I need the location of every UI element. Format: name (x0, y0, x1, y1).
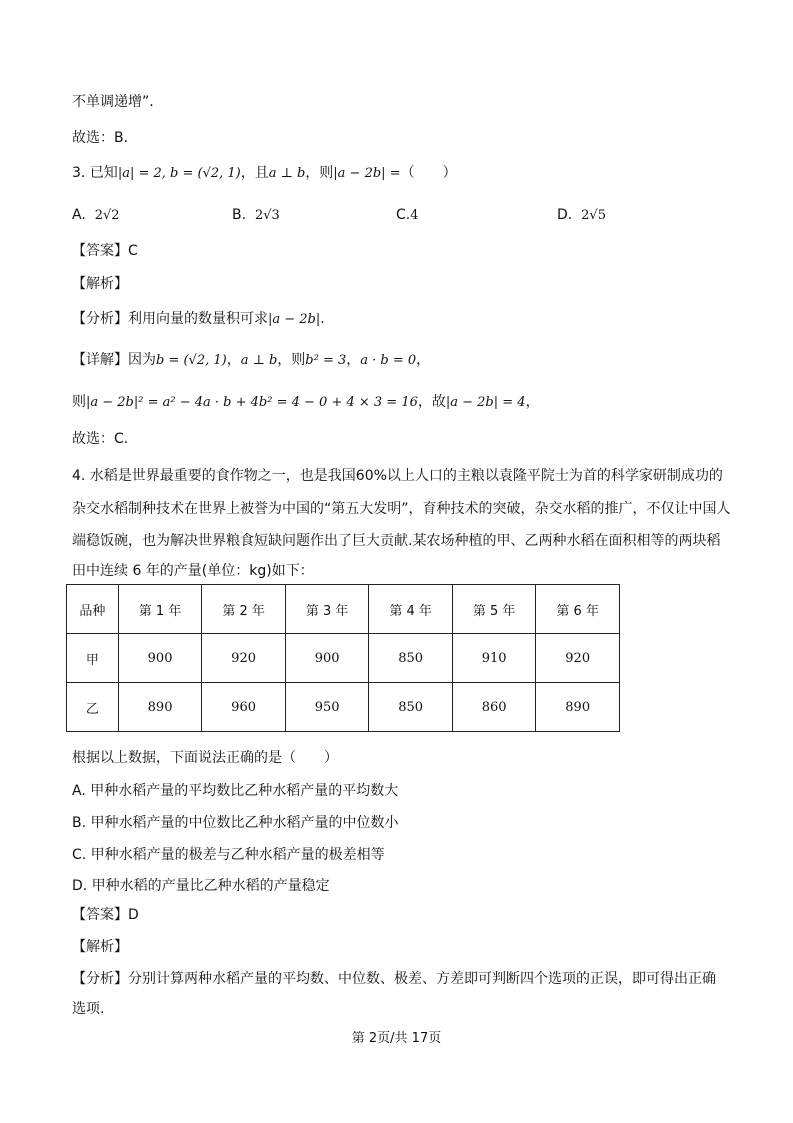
table-header-cell: 第 5 年 (452, 585, 536, 634)
table-cell-variety: 乙 (67, 683, 119, 732)
q3-condition-1: |a| = 2, b = (√2, 1) (117, 166, 241, 181)
table-header-cell: 第 3 年 (285, 585, 369, 634)
table-header-cell: 第 4 年 (369, 585, 453, 634)
q3-mid-2: ，则 (305, 165, 334, 181)
fenxi-expression: |a − 2b| (268, 312, 321, 327)
table-cell: 850 (369, 683, 453, 732)
q4-stem: 根据以上数据，下面说法正确的是（ ） (72, 750, 338, 766)
table-header-cell: 品种 (67, 585, 119, 634)
table-cell: 920 (202, 634, 286, 683)
option-label: C. (396, 207, 411, 223)
q4-paragraph-line: 田中连续 6 年的产量(单位：kg)如下： (72, 563, 314, 579)
derivation-result: |a − 2b| = 4 (445, 395, 526, 410)
derivation-prefix: 则 (72, 394, 86, 410)
option-value: 4 (410, 208, 419, 223)
table-cell: 960 (202, 683, 286, 732)
q4-analysis-heading: 【解析】 (72, 939, 128, 955)
derivation-end: ， (525, 394, 540, 410)
xiangjie-expr-4: a · b = 0 (360, 353, 417, 368)
q4-fenxi-line: 选项. (72, 1001, 105, 1017)
derivation-expression: |a − 2b|² = a² − 4a · b + 4b² = 4 − 0 + 4 × 3 = 16 (86, 395, 418, 410)
table-row (67, 634, 620, 683)
xiangjie-text: 【详解】因为 (72, 352, 156, 368)
table-header-cell: 第 2 年 (202, 585, 286, 634)
table-cell: 900 (285, 634, 369, 683)
option-value: 2√5 (581, 208, 606, 223)
q3-mid-1: ，且 (240, 165, 269, 181)
table-row (67, 683, 620, 732)
xiangjie-expr-1: b = (√2, 1) (156, 353, 227, 368)
q4-option-c: C. 甲种水稻产量的极差与乙种水稻产量的极差相等 (72, 847, 385, 863)
option-label: B. (232, 207, 247, 223)
q3-analysis-heading: 【解析】 (72, 276, 128, 292)
q4-option-d: D. 甲种水稻的产量比乙种水稻的产量稳定 (72, 878, 330, 894)
table-cell-variety: 甲 (67, 634, 119, 683)
q4-paragraph-line: 端稳饭碗，也为解决世界粮食短缺问题作出了巨大贡献.某农场种植的甲、乙两种水稻在面积相等的两块稻 (72, 533, 721, 549)
text-line: 不单调递增”． (72, 94, 164, 110)
option-label: A. (72, 207, 86, 223)
option-value: 2√3 (254, 208, 280, 223)
q4-fenxi-line: 【分析】分别计算两种水稻产量的平均数、中位数、极差、方差即可判断四个选项的正误，即可得出正确 (72, 971, 716, 987)
q3-stem (72, 163, 457, 184)
q4-option-a: A. 甲种水稻产量的平均数比乙种水稻产量的平均数大 (72, 783, 399, 799)
xiangjie-expr-3: b² = 3 (305, 353, 347, 368)
table-cell: 950 (285, 683, 369, 732)
q4-paragraph-line: 4. 水稻是世界最重要的食作物之一，也是我国60%以上人口的主粮以袁隆平院士为首的科学家研制成功的 (72, 468, 723, 484)
option-value: 2√2 (94, 208, 120, 223)
sep: ， (346, 352, 361, 368)
q3-paren: （ ） (400, 165, 457, 181)
option-label: D. (557, 207, 573, 223)
q3-expression: |a − 2b| = (333, 166, 401, 181)
xiangjie-expr-2: a ⊥ b (240, 353, 278, 368)
table-header-row (67, 585, 620, 634)
q4-answer: 【答案】D (72, 907, 139, 923)
q3-option-b (232, 205, 280, 226)
q3-fenxi (72, 309, 325, 330)
sep: ， (416, 352, 431, 368)
q4-paragraph-line: 杂交水稻制种技术在世界上被誉为中国的“第五大发明”，育种技术的突破，杂交水稻的推广，不仅让中国人 (72, 501, 731, 517)
q3-number: 3. (72, 165, 86, 181)
table-cell: 910 (452, 634, 536, 683)
table-cell: 900 (118, 634, 202, 683)
q2-choice: 故选：B． (72, 130, 138, 146)
q3-option-a (72, 205, 120, 226)
table-header-cell: 第 1 年 (118, 585, 202, 634)
table-cell: 890 (118, 683, 202, 732)
q3-condition-2: a ⊥ b (268, 166, 306, 181)
yield-table (66, 584, 620, 732)
page-footer: 第 2页/共 17页 (351, 1031, 442, 1046)
derivation-mid: ，故 (417, 394, 446, 410)
table-cell: 890 (536, 683, 620, 732)
q3-prefix: 已知 (89, 165, 118, 181)
fenxi-text: 【分析】利用向量的数量积可求 (72, 311, 268, 327)
sep: ，则 (277, 352, 306, 368)
q3-option-d (557, 205, 606, 226)
table-cell: 860 (452, 683, 536, 732)
table-cell: 850 (369, 634, 453, 683)
table-header-cell: 第 6 年 (536, 585, 620, 634)
q3-choice: 故选：C. (72, 431, 129, 447)
q3-xiangjie (72, 350, 430, 371)
sep: ， (226, 352, 241, 368)
q3-answer: 【答案】C (72, 243, 138, 259)
q3-option-c (396, 205, 419, 226)
q3-derivation (72, 392, 540, 413)
fenxi-end: . (320, 311, 325, 327)
q4-option-b: B. 甲种水稻产量的中位数比乙种水稻产量的中位数小 (72, 815, 399, 831)
table-cell: 920 (536, 634, 620, 683)
